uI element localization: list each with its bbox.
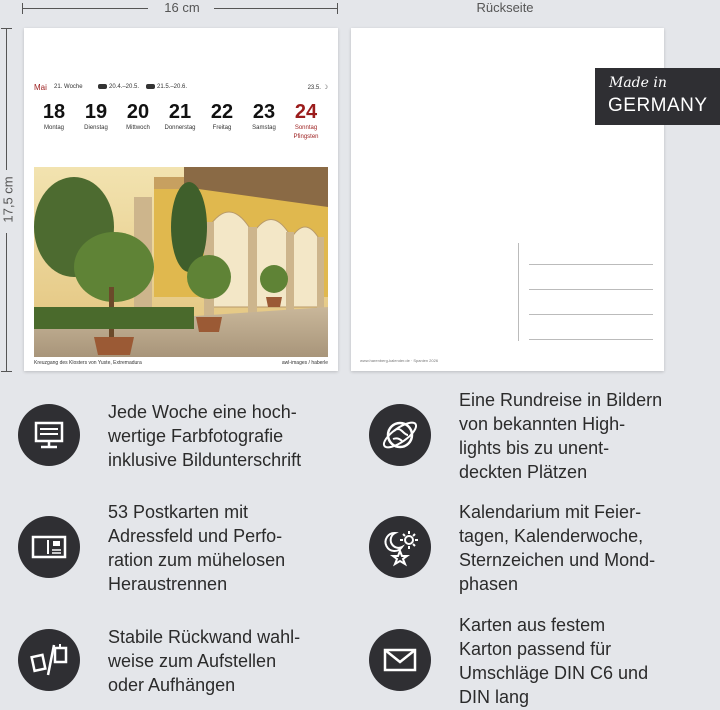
day-saturday: 23 Samstag <box>252 101 276 131</box>
made-in-germany-badge: Made in GERMANY <box>595 68 720 125</box>
day-tuesday: 19 Dienstag <box>84 101 108 131</box>
globe-icon <box>369 404 431 466</box>
calendar-header <box>34 83 328 95</box>
height-label: 17,5 cm <box>0 176 16 223</box>
moon-icon: ☽ <box>322 85 328 91</box>
taurus-icon <box>98 84 107 89</box>
cloister-illustration <box>34 167 328 357</box>
day-thursday: 21 Donnerstag <box>164 101 196 131</box>
feature-text-4: Kalendarium mit Feier- tagen, Kalenderwoche, Sternzeichen und Mond- phasen <box>459 502 656 594</box>
width-label: 16 cm <box>164 0 200 15</box>
feature-text-6: Karten aus festem Karton passend für Umschläge DIN C6 und DIN lang <box>459 615 649 707</box>
width-dimension <box>22 0 338 16</box>
monitor-icon <box>18 404 80 466</box>
day-wednesday: 20 Mittwoch <box>126 101 150 131</box>
envelope-icon <box>369 629 431 691</box>
moon-sun-star-icon <box>369 516 431 578</box>
photo-credit: awl-images / haberle <box>281 360 328 366</box>
cloister-photo <box>34 167 328 357</box>
zodiac-gemini: 21.5.–20.6. <box>146 84 187 90</box>
day-sunday: 24 Sonntag Pfingsten <box>286 101 326 141</box>
feature-text-5: Stabile Rückwand wahl- weise zum Aufstellen oder Aufhängen <box>108 627 301 695</box>
day-friday: 22 Freitag <box>210 101 234 131</box>
feature-text-2: Eine Rundreise in Bildern von bekannten High- lights bis zu unent- deckten Plätzen <box>459 390 663 482</box>
zodiac-taurus: 20.4.–20.5. <box>98 84 139 90</box>
feature-text-1: Jede Woche eine hoch- wertige Farbfotografie inklusive Bildunterschrift <box>108 402 302 470</box>
feature-text-3: 53 Postkarten mit Adressfeld und Perfo- ration zum mühelosen Heraustrennen <box>108 502 286 594</box>
back-side-label: Rückseite <box>476 0 534 15</box>
week-label: 21. Woche <box>54 84 83 90</box>
height-dimension <box>0 28 14 372</box>
postcard-icon <box>18 516 80 578</box>
day-monday: 18 Montag <box>42 101 66 131</box>
gemini-icon <box>146 84 155 89</box>
calendar-days <box>34 101 328 151</box>
photo-caption: Kreuzgang des Klosters von Yuste, Extremadura <box>34 360 142 366</box>
moon-phase: 23.5. ☽ <box>307 85 328 91</box>
month-label: Mai <box>34 83 47 92</box>
back-footer: www.harenberg-kalender.de · Spanien 2026 <box>360 358 439 363</box>
calendar-front-card <box>24 28 338 371</box>
address-field <box>518 243 656 343</box>
holiday-label: Pfingsten <box>293 134 319 140</box>
stand-icon <box>18 629 80 691</box>
